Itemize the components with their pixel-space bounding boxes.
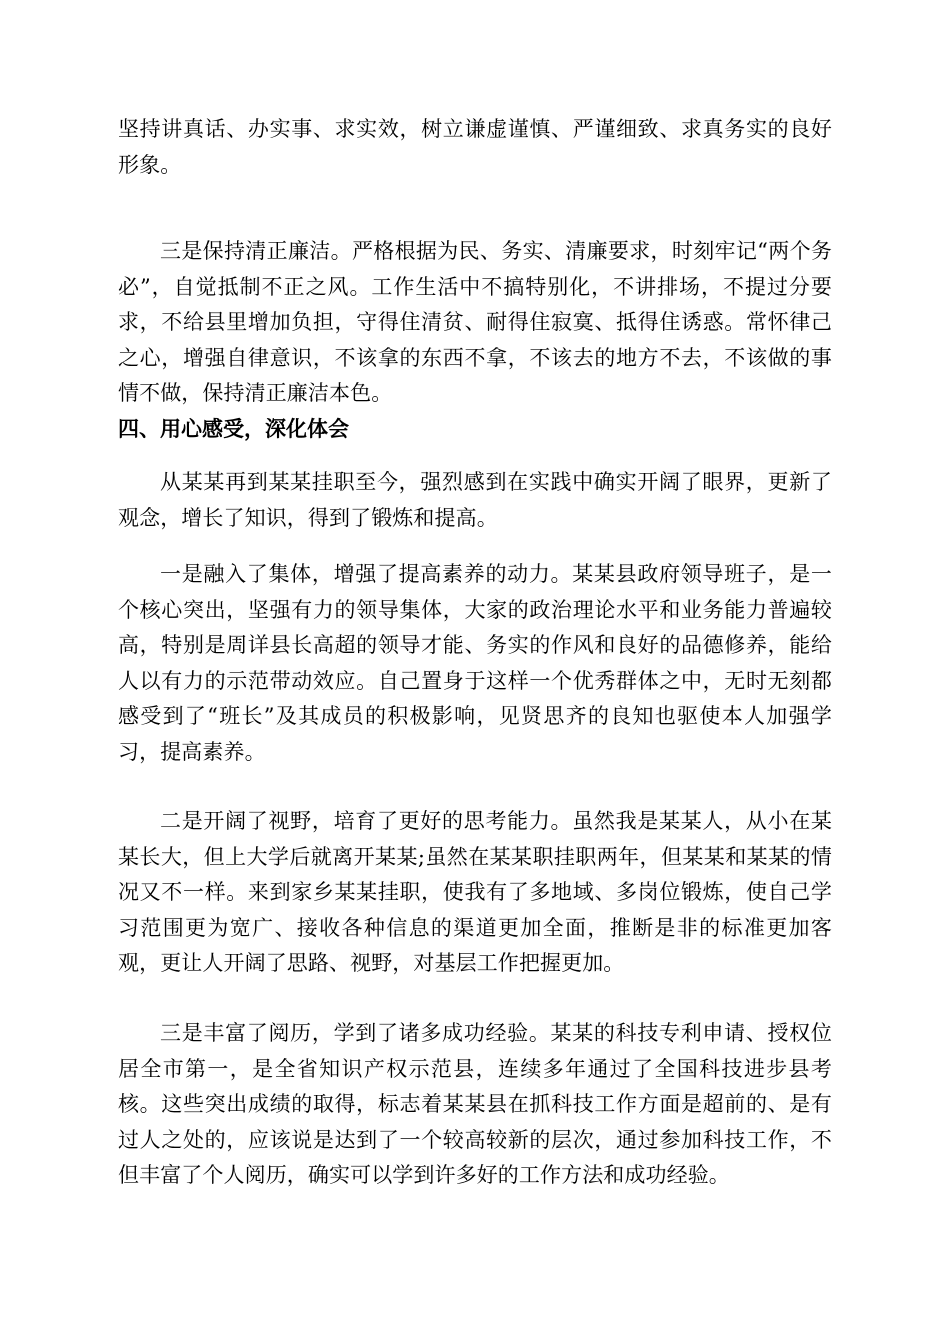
paragraph-intro: 从某某再到某某挂职至今，强烈感到在实践中确实开阔了眼界，更新了观念，增长了知识，得到了锻炼和提高。: [118, 470, 832, 530]
paragraph-integrity: 三是保持清正廉洁。严格根据为民、务实、清廉要求，时刻牢记“两个务必”，自觉抵制不正之风。工作生活中不搞特别化，不讲排场，不提过分要求，不给县里增加负担，守得住清贫、耐得住寂寞、抵得住诱惑。常怀律己之心，增强自律意识，不该拿的东西不拿，不该去的地方不去，不该做的事情不做，保持清正廉洁本色。: [118, 239, 832, 405]
paragraph-point-one: 一是融入了集体，增强了提高素养的动力。某某县政府领导班子，是一个核心突出，坚强有力的领导集体，大家的政治理论水平和业务能力普遍较高，特别是周详县长高超的领导才能、务实的作风和良好的品德修养，能给人以有力的示范带动效应。自己置身于这样一个优秀群体之中，无时无刻都感受到了“班长”及其成员的积极影响，见贤思齐的良知也驱使本人加强学习，提高素养。: [118, 562, 832, 764]
section-heading-four: 四、用心感受，深化体会: [118, 417, 349, 441]
paragraph-point-three: 三是丰富了阅历，学到了诸多成功经验。某某的科技专利申请、授权位居全市第一，是全省知识产权示范县，连续多年通过了全国科技进步县考核。这些突出成绩的取得，标志着某某县在抓科技工作方面是超前的、是有过人之处的，应该说是达到了一个较高较新的层次，通过参加科技工作，不但丰富了个人阅历，确实可以学到许多好的工作方法和成功经验。: [118, 1021, 832, 1187]
paragraph-point-two: 二是开阔了视野，培育了更好的思考能力。虽然我是某某人，从小在某某长大，但上大学后就离开某某;虽然在某某职挂职两年，但某某和某某的情况又不一样。来到家乡某某挂职，使我有了多地域、多岗位锻炼，使自己学习范围更为宽广、接收各种信息的渠道更加全面，推断是非的标准更加客观，更让人开阔了思路、视野，对基层工作把握更加。: [118, 809, 832, 975]
paragraph-continuation: 坚持讲真话、办实事、求实效，树立谦虚谨慎、严谨细致、求真务实的良好形象。: [118, 117, 832, 177]
